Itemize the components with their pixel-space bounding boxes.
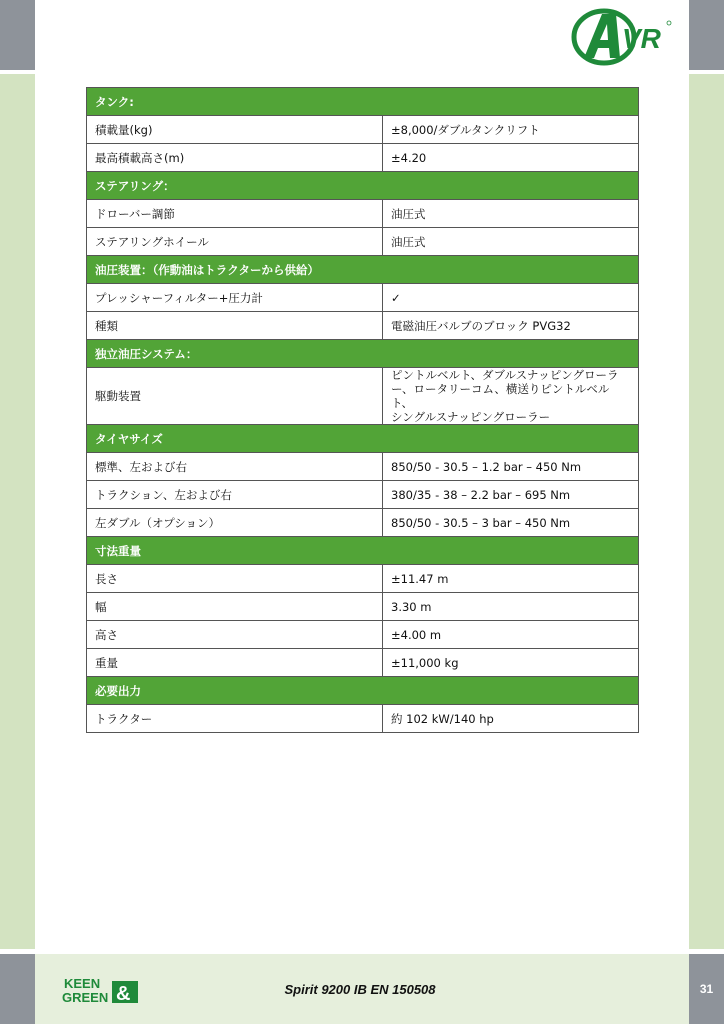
right-margin-bar [689,0,724,1024]
spec-table [86,87,639,733]
spec-label: プレッシャーフィルター+圧力計 [87,284,383,312]
spec-row [87,144,639,172]
left-green-band [0,74,35,949]
spec-row [87,565,639,593]
section-header-row [87,537,639,565]
spec-row [87,621,639,649]
spec-row [87,649,639,677]
spec-value: ピントルベルト、ダブルスナッピングローラ ー、ロータリーコム、横送りピントルベルト、 シングルスナッピングローラー [383,368,639,425]
left-grey-block-bottom [0,954,35,1024]
spec-value: ✓ [383,284,639,312]
svg-text:VR: VR [622,23,661,54]
spec-label: ドローバー調節 [87,200,383,228]
spec-row [87,284,639,312]
spec-label: 種類 [87,312,383,340]
spec-label: 標準、左および右 [87,453,383,481]
avr-logo [570,4,674,66]
spec-value: ±4.20 [383,144,639,172]
spec-row [87,312,639,340]
spec-label: 幅 [87,593,383,621]
right-green-band [689,74,724,949]
spec-label: トラクター [87,705,383,733]
section-header-row [87,172,639,200]
keen-green-logo-line2: GREEN [62,990,109,1005]
spec-label: 左ダブル（オプション） [87,509,383,537]
page-number: 31 [699,982,714,996]
spec-value: ±4.00 m [383,621,639,649]
left-margin-bar [0,0,35,1024]
spec-label: トラクション、左および右 [87,481,383,509]
spec-value: 油圧式 [383,200,639,228]
section-header-row [87,256,639,284]
spec-label: 長さ [87,565,383,593]
spec-label: 最高積載高さ(m) [87,144,383,172]
spec-row [87,200,639,228]
spec-row [87,368,639,425]
spec-value: ±11.47 m [383,565,639,593]
spec-label: 高さ [87,621,383,649]
section-title: タンク: [87,88,639,116]
keen-green-logo-mark: & [116,983,131,1005]
spec-label: ステアリングホイール [87,228,383,256]
spec-row [87,453,639,481]
spec-value: ±11,000 kg [383,649,639,677]
spec-row [87,116,639,144]
section-title: タイヤサイズ [87,425,639,453]
spec-value: 電磁油圧バルブのブロック PVG32 [383,312,639,340]
spec-value: 850/50 - 30.5 – 1.2 bar – 450 Nm [383,453,639,481]
keen-green-logo [62,975,142,1005]
spec-value: 油圧式 [383,228,639,256]
spec-label: 駆動装置 [87,368,383,425]
section-header-row [87,677,639,705]
section-title: 必要出力 [87,677,639,705]
section-header-row [87,425,639,453]
section-title: 独立油圧システム： [87,340,639,368]
section-header-row [87,340,639,368]
spec-row [87,705,639,733]
spec-value: 850/50 - 30.5 – 3 bar – 450 Nm [383,509,639,537]
section-header-row [87,88,639,116]
spec-row [87,593,639,621]
section-title: ステアリング： [87,172,639,200]
section-title: 寸法重量 [87,537,639,565]
right-grey-block-top [689,0,724,70]
spec-label: 積載量(kg) [87,116,383,144]
spec-row [87,481,639,509]
document-title: Spirit 9200 IB EN 150508 [284,982,436,997]
section-title: 油圧装置：（作動油はトラクターから供給） [87,256,639,284]
spec-row [87,509,639,537]
spec-value: 3.30 m [383,593,639,621]
spec-value: 380/35 - 38 – 2.2 bar – 695 Nm [383,481,639,509]
spec-value: 約 102 kW/140 hp [383,705,639,733]
keen-green-logo-line1: KEEN [64,976,101,991]
spec-row [87,228,639,256]
spec-label: 重量 [87,649,383,677]
left-grey-block-top [0,0,35,70]
spec-value: ±8,000/ダブルタンクリフト [383,116,639,144]
